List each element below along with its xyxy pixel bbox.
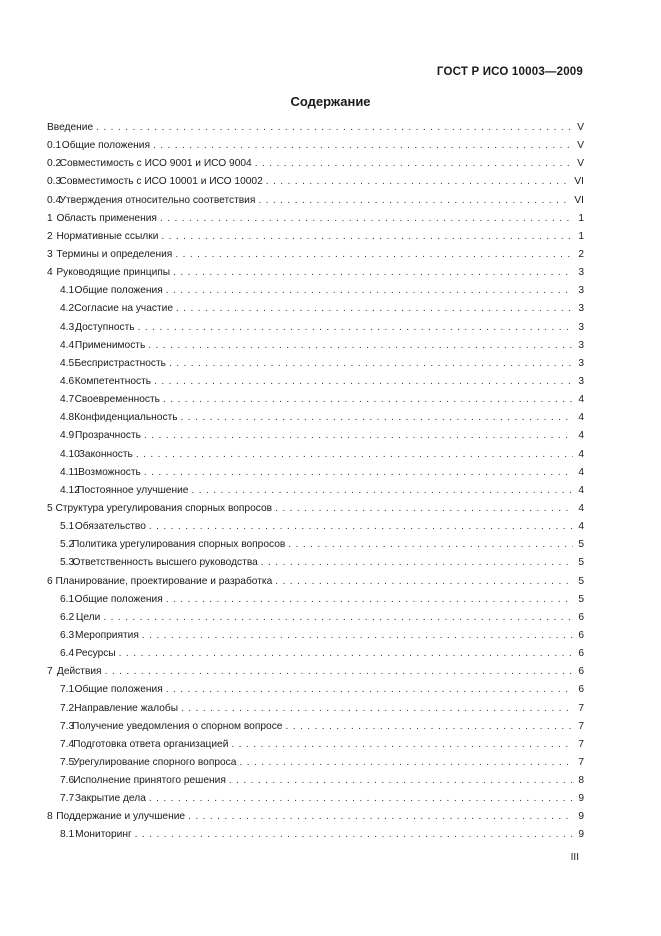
dot-leader: [229, 772, 573, 790]
toc-entry-number: 5.2: [60, 539, 75, 551]
toc-entry[interactable]: [47, 645, 584, 663]
toc-entry-page: 1: [578, 230, 584, 242]
toc-entry-page: 7: [578, 756, 584, 768]
toc-entry[interactable]: [47, 373, 584, 391]
document-code-header: ГОСТ Р ИСО 10003—2009: [436, 66, 583, 78]
toc-entry-number: 4.5: [60, 357, 75, 369]
toc-entry[interactable]: [47, 300, 584, 318]
toc-entry-page: 3: [578, 267, 584, 279]
toc-entry-number: 7.5: [60, 756, 75, 768]
toc-entry[interactable]: [47, 319, 584, 337]
toc-entry[interactable]: [47, 355, 584, 373]
dot-leader: [255, 155, 573, 173]
toc-entry-label: Прозрачность: [74, 430, 141, 442]
toc-entry-page: 5: [578, 539, 584, 551]
toc-entry[interactable]: [47, 192, 584, 210]
toc-entry-number: 3: [47, 248, 53, 260]
toc-entry-number: 4.2: [60, 303, 75, 315]
toc-entry-page: 4: [578, 484, 584, 496]
toc-entry-number: 8.1: [60, 829, 75, 841]
toc-entry-number: 7.2: [60, 702, 75, 714]
toc-entry-label: Направление жалобы: [74, 702, 179, 714]
toc-entry-label: Область применения: [56, 212, 157, 224]
toc-entry-page: 4: [578, 466, 584, 478]
page-number: III: [570, 852, 579, 863]
toc-entry-number: 6.1: [60, 593, 75, 605]
toc-entry-number: 4.9: [60, 430, 75, 442]
toc-entry[interactable]: [47, 591, 584, 609]
dot-leader: [285, 718, 573, 736]
toc-entry-page: 5: [578, 575, 584, 587]
toc-entry-page: 3: [578, 375, 584, 387]
dot-leader: [231, 736, 573, 754]
toc-entry-page: 4: [578, 394, 584, 406]
dot-leader: [135, 826, 573, 844]
toc-entry-page: 7: [578, 738, 584, 750]
dot-leader: [275, 573, 573, 591]
toc-entry-label: Закрытие дела: [74, 793, 146, 805]
toc-entry-number: 6.2: [60, 611, 75, 623]
toc-entry-page: V: [577, 122, 584, 133]
toc-entry-label: Получение уведомления о спорном вопросе: [72, 720, 283, 732]
toc-entry-number: 7: [47, 666, 53, 678]
toc-entry[interactable]: [47, 681, 584, 699]
toc-entry-number: 4.8: [60, 412, 75, 424]
toc-entry-page: 7: [578, 702, 584, 714]
dot-leader: [261, 554, 573, 572]
toc-entry-label: Мониторинг: [75, 829, 132, 841]
toc-entry-label: Поддержание и улучшение: [56, 811, 186, 823]
dot-leader: [181, 409, 573, 427]
toc-entry-number: 0.4: [47, 194, 62, 206]
dot-leader: [96, 119, 573, 137]
toc-entry-number: 1: [47, 212, 53, 224]
toc-entry-number: 5.3: [60, 557, 75, 569]
toc-entry-label: Термины и определения: [56, 248, 173, 260]
dot-leader: [136, 446, 573, 464]
toc-entry-page: 4: [578, 521, 584, 533]
toc-entry-label: Беспристрастность: [74, 357, 166, 369]
toc-entry-number: 6.3: [60, 629, 75, 641]
toc-entry-label: Общие положения: [74, 285, 163, 297]
dot-leader: [148, 337, 573, 355]
toc-entry-label: Конфиденциальность: [74, 412, 178, 424]
toc-entry-number: 4.11: [60, 466, 80, 478]
toc-entry-number: 7.6: [60, 775, 75, 787]
toc-entry-label: Подготовка ответа организацией: [73, 738, 229, 750]
toc-entry-number: 7.1: [60, 684, 75, 696]
dot-leader: [239, 754, 573, 772]
dot-leader: [161, 228, 573, 246]
toc-entry[interactable]: [47, 173, 584, 191]
toc-entry-number: 5: [47, 502, 53, 514]
toc-entry-label: Действия: [56, 666, 102, 678]
toc-entry-number: 8: [47, 811, 53, 823]
toc-entry-label: Совместимость с ИСО 10001 и ИСО 10002: [59, 176, 263, 188]
toc-entry-page: 2: [578, 248, 584, 260]
toc-entry-label: Ресурсы: [75, 648, 116, 660]
dot-leader: [163, 391, 573, 409]
toc-entry-label: Применимость: [74, 339, 146, 351]
toc-entry[interactable]: [47, 228, 584, 246]
toc-entry[interactable]: [47, 482, 584, 500]
dot-leader: [105, 663, 573, 681]
toc-entry[interactable]: [47, 609, 584, 627]
toc-entry[interactable]: [47, 718, 584, 736]
toc-entry-number: 2: [47, 230, 53, 242]
toc-entry-page: 6: [578, 666, 584, 678]
toc-entry[interactable]: [47, 391, 584, 409]
toc-entry[interactable]: [47, 119, 584, 137]
toc-entry[interactable]: [47, 137, 584, 155]
toc-entry-number: 5.1: [60, 521, 75, 533]
toc-entry[interactable]: [47, 427, 584, 445]
toc-entry-page: 7: [578, 720, 584, 732]
toc-entry[interactable]: [47, 155, 584, 173]
toc-entry-number: 4.10: [60, 448, 80, 460]
toc-entry-page: VI: [574, 194, 584, 206]
toc-entry-page: 9: [578, 793, 584, 805]
dot-leader: [138, 319, 573, 337]
toc-entry-label: Введение: [47, 122, 94, 133]
toc-entry-number: 4.4: [60, 339, 75, 351]
dot-leader: [142, 627, 573, 645]
dot-leader: [149, 518, 573, 536]
toc-entry-label: Нормативные ссылки: [56, 230, 159, 242]
toc-entry-label: Совместимость с ИСО 9001 и ИСО 9004: [59, 158, 252, 170]
toc-entry-label: Утверждения относительно соответствия: [59, 194, 256, 206]
toc-entry-page: 6: [578, 611, 584, 623]
toc-entry-page: 8: [578, 775, 584, 787]
toc-entry-page: 6: [578, 629, 584, 641]
toc-entry-page: 3: [578, 321, 584, 333]
toc-entry-label: Структура урегулирования спорных вопросов: [55, 502, 273, 514]
dot-leader: [144, 427, 573, 445]
toc-entry-number: 7.7: [60, 793, 75, 805]
toc-entry-number: 6: [47, 575, 53, 587]
toc-entry[interactable]: [47, 264, 584, 282]
toc-entry-number: 0.1: [47, 140, 62, 152]
toc-entry[interactable]: [47, 772, 584, 790]
toc-entry-label: Согласие на участие: [74, 303, 174, 315]
toc-entry-label: Политика урегулирования спорных вопросов: [71, 539, 286, 551]
toc-entry-label: Своевременность: [74, 394, 160, 406]
toc-entry-number: 7.4: [60, 738, 75, 750]
toc-entry-label: Исполнение принятого решения: [73, 775, 226, 787]
toc-entry-number: 0.2: [47, 158, 62, 170]
toc-entry-label: Планирование, проектирование и разработка: [55, 575, 273, 587]
toc-entry-number: 4: [47, 267, 53, 279]
toc-entry-number: 7.3: [60, 720, 75, 732]
toc-entry-page: VI: [574, 176, 584, 188]
toc-entry-number: 0.3: [47, 176, 62, 188]
toc-entry-page: V: [577, 140, 584, 152]
toc-entry[interactable]: [47, 246, 584, 264]
toc-entry[interactable]: [47, 500, 584, 518]
toc-entry-page: 4: [578, 412, 584, 424]
dot-leader: [149, 790, 573, 808]
dot-leader: [258, 192, 571, 210]
toc-entry-label: Компетентность: [74, 375, 152, 387]
toc-entry-page: 3: [578, 303, 584, 315]
toc-entry[interactable]: [47, 282, 584, 300]
dot-leader: [188, 808, 573, 826]
toc-entry[interactable]: [47, 210, 584, 228]
toc-entry[interactable]: [47, 627, 584, 645]
toc-entry-label: Общие положения: [74, 593, 163, 605]
dot-leader: [275, 500, 573, 518]
toc-entry[interactable]: [47, 790, 584, 808]
toc-entry[interactable]: [47, 518, 584, 536]
dot-leader: [166, 282, 573, 300]
toc-entry-label: Возможность: [78, 466, 141, 478]
dot-leader: [181, 700, 573, 718]
toc-entry-label: Цели: [75, 611, 101, 623]
toc-entry-page: 9: [578, 829, 584, 841]
dot-leader: [103, 609, 573, 627]
toc-entry-label: Доступность: [75, 321, 135, 333]
toc-entry[interactable]: [47, 573, 584, 591]
toc-entry-page: V: [577, 158, 584, 170]
toc-entry[interactable]: [47, 663, 584, 681]
toc-entry-page: 6: [578, 684, 584, 696]
toc-entry-page: 3: [578, 339, 584, 351]
toc-entry-page: 6: [578, 648, 584, 660]
toc-entry-number: 4.6: [60, 375, 75, 387]
dot-leader: [144, 464, 573, 482]
dot-leader: [166, 591, 573, 609]
toc-entry[interactable]: [47, 337, 584, 355]
dot-leader: [175, 246, 573, 264]
page-title: Содержание: [290, 94, 371, 109]
toc-entry-label: Постоянное улучшение: [77, 484, 189, 496]
toc-entry-page: 1: [578, 212, 584, 224]
dot-leader: [166, 681, 573, 699]
toc-entry-page: 4: [578, 448, 584, 460]
dot-leader: [176, 300, 573, 318]
dot-leader: [266, 173, 572, 191]
toc-entry[interactable]: [47, 754, 584, 772]
dot-leader: [288, 536, 573, 554]
toc-entry-label: Урегулирование спорного вопроса: [72, 756, 237, 768]
dot-leader: [169, 355, 573, 373]
toc-entry-label: Законность: [78, 448, 133, 460]
toc-entry[interactable]: [47, 736, 584, 754]
toc-entry-page: 5: [578, 557, 584, 569]
toc-entry-number: 4.3: [60, 321, 75, 333]
toc-entry[interactable]: [47, 808, 584, 826]
toc-entry-page: 3: [578, 357, 584, 369]
dot-leader: [153, 137, 573, 155]
toc-entry[interactable]: [47, 826, 584, 844]
toc-entry-number: 4.12: [60, 484, 80, 496]
toc-entry[interactable]: [47, 464, 584, 482]
toc-entry-label: Общие положения: [74, 684, 163, 696]
dot-leader: [173, 264, 573, 282]
toc-entry[interactable]: [47, 700, 584, 718]
toc-entry-number: 4.7: [60, 394, 75, 406]
toc-entry[interactable]: [47, 409, 584, 427]
toc-entry-label: Общие положения: [61, 140, 150, 152]
toc-entry-page: 5: [578, 593, 584, 605]
toc-entry-number: 6.4: [60, 648, 75, 660]
toc-entry-page: 9: [578, 811, 584, 823]
toc-entry-label: Ответственность высшего руководства: [72, 557, 258, 569]
dot-leader: [160, 210, 573, 228]
toc-entry-label: Мероприятия: [75, 629, 139, 641]
toc-entry-page: 4: [578, 430, 584, 442]
toc-entry-page: 4: [578, 502, 584, 514]
toc-entry-page: 3: [578, 285, 584, 297]
table-of-contents: [47, 119, 584, 845]
toc-entry[interactable]: [47, 446, 584, 464]
toc-entry-number: 4.1: [60, 285, 75, 297]
dot-leader: [154, 373, 573, 391]
toc-entry[interactable]: [47, 536, 584, 554]
dot-leader: [119, 645, 573, 663]
toc-entry-label: Обязательство: [74, 521, 146, 533]
toc-entry[interactable]: [47, 554, 584, 572]
toc-entry-label: Руководящие принципы: [56, 267, 171, 279]
dot-leader: [191, 482, 573, 500]
